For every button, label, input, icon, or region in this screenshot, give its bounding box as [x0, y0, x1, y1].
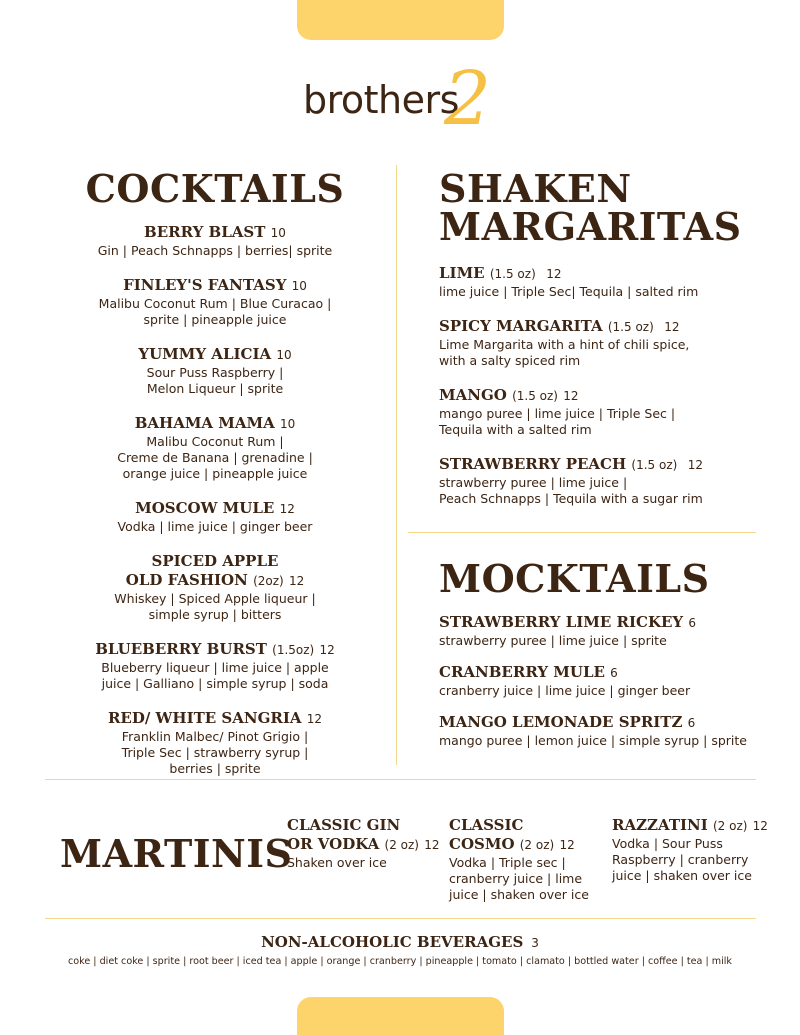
margaritas-heading-line2: MARGARITAS: [439, 204, 742, 249]
item-desc: Shaken over ice: [287, 855, 387, 870]
item-size: (1.5 oz): [631, 458, 678, 472]
menu-item: [439, 713, 769, 749]
item-name: CLASSIC GIN: [287, 816, 401, 834]
item-price: 12: [319, 643, 335, 657]
item-size: (1.5 oz): [489, 267, 536, 281]
non-alcoholic-title: NON-ALCOHOLIC BEVERAGES: [261, 933, 524, 951]
menu-item: [45, 640, 385, 692]
item-name: LIME: [439, 264, 485, 282]
top-tab-decoration: [297, 0, 504, 40]
item-name: RAZZATINI: [612, 816, 708, 834]
item-price: 10: [291, 279, 307, 293]
item-desc: Melon Liqueur | sprite: [146, 381, 284, 396]
menu-item: [439, 613, 769, 649]
item-name: BAHAMA MAMA: [134, 414, 275, 432]
item-price: 12: [559, 838, 575, 852]
item-size: (2oz): [253, 574, 284, 588]
item-name: RED/ WHITE SANGRIA: [107, 709, 302, 727]
section-divider: [45, 918, 756, 919]
item-name: MOSCOW MULE: [135, 499, 275, 517]
menu-item: [612, 816, 772, 884]
item-desc: Sour Puss Raspberry |: [146, 365, 284, 380]
item-desc: mango puree | lemon juice | simple syrup | sprite: [439, 733, 747, 748]
item-name: YUMMY ALICIA: [138, 345, 272, 363]
item-desc: Peach Schnapps | Tequila with a sugar rim: [439, 491, 703, 506]
item-price: 12: [288, 574, 305, 588]
item-desc: juice | shaken over ice: [612, 868, 752, 883]
column-divider: [396, 165, 397, 765]
menu-item: [45, 414, 385, 482]
item-desc: Malibu Coconut Rum | Blue Curacao |: [98, 296, 332, 311]
mocktails-heading: MOCKTAILS: [439, 556, 710, 601]
item-price: 6: [688, 616, 697, 630]
item-price: 12: [424, 838, 440, 852]
item-name: CLASSIC: [449, 816, 524, 834]
item-price: 12: [752, 819, 768, 833]
brand-logo: [300, 56, 510, 142]
item-name: MANGO: [439, 386, 507, 404]
item-size: (1.5oz): [272, 643, 315, 657]
item-price: 12: [306, 712, 323, 726]
item-desc: berries | sprite: [169, 761, 261, 776]
menu-item: [439, 386, 769, 438]
menu-item: [439, 317, 769, 369]
item-desc: with a salty spiced rim: [439, 353, 581, 368]
item-price: 10: [276, 348, 292, 362]
item-size: (2 oz): [384, 838, 419, 852]
item-desc: Creme de Banana | grenadine |: [117, 450, 313, 465]
menu-item: [439, 663, 769, 699]
non-alcoholic-list: coke | diet coke | sprite | root beer | iced tea | apple | orange | cranberry | pineapple | tomato | clamato | bottled water | coffee | tea | milk: [68, 956, 732, 967]
section-divider: [45, 779, 756, 780]
item-desc: Vodka | lime juice | ginger beer: [117, 519, 313, 534]
item-desc: Raspberry | cranberry: [612, 852, 749, 867]
menu-item: [45, 223, 385, 259]
item-price: 12: [546, 267, 562, 281]
item-desc: Triple Sec | strawberry syrup |: [121, 745, 309, 760]
menu-item: [439, 455, 769, 507]
menu-item: [45, 276, 385, 328]
menu-item: [45, 709, 385, 777]
non-alcoholic-price: 3: [531, 936, 539, 950]
item-desc: juice | Galliano | simple syrup | soda: [101, 676, 329, 691]
menu-item: [45, 499, 385, 535]
margaritas-section: [439, 166, 769, 524]
menu-item: [45, 345, 385, 397]
item-name: MANGO LEMONADE SPRITZ: [439, 713, 683, 731]
item-desc: Franklin Malbec/ Pinot Grigio |: [121, 729, 309, 744]
item-desc: Lime Margarita with a hint of chili spice,: [439, 337, 690, 352]
menu-item: [45, 552, 385, 623]
item-name-line2: OLD FASHION: [125, 571, 248, 589]
item-name: BLUEBERRY BURST: [95, 640, 267, 658]
section-divider: [408, 532, 756, 533]
margaritas-heading-line1: SHAKEN: [439, 166, 632, 211]
item-price: 10: [280, 417, 296, 431]
menu-item: [449, 816, 609, 903]
menu-item: [439, 264, 769, 300]
bottom-tab-decoration: [297, 997, 504, 1035]
item-desc: Whiskey | Spiced Apple liqueur |: [114, 591, 316, 606]
item-desc: Blueberry liqueur | lime juice | apple: [101, 660, 329, 675]
item-desc: Gin | Peach Schnapps | berries| sprite: [97, 243, 333, 258]
item-size: (1.5 oz): [512, 389, 558, 403]
item-name: FINLEY'S FANTASY: [123, 276, 287, 294]
non-alcoholic-section: [0, 933, 800, 967]
item-price: 10: [270, 226, 286, 240]
item-desc: cranberry juice | lime juice | ginger beer: [439, 683, 691, 698]
item-desc: strawberry puree | lime juice | sprite: [439, 633, 667, 648]
item-price: 12: [687, 458, 704, 472]
item-desc: Malibu Coconut Rum |: [146, 434, 284, 449]
margaritas-heading: [439, 166, 769, 249]
item-desc: orange juice | pineapple juice: [122, 466, 308, 481]
item-desc: strawberry puree | lime juice |: [439, 475, 628, 490]
mocktails-section: [439, 556, 769, 763]
item-desc: mango puree | lime juice | Triple Sec |: [439, 406, 676, 421]
menu-item: [287, 816, 442, 871]
item-name: SPICY MARGARITA: [439, 317, 603, 335]
item-desc: Vodka | Triple sec |: [449, 855, 566, 870]
item-name: STRAWBERRY LIME RICKEY: [439, 613, 684, 631]
item-desc: Vodka | Sour Puss: [612, 836, 723, 851]
item-size: (1.5 oz): [607, 320, 654, 334]
martinis-heading: MARTINIS: [60, 831, 293, 876]
item-name: SPICED APPLE: [151, 552, 279, 570]
item-desc: cranberry juice | lime: [449, 871, 583, 886]
logo-word: brothers: [303, 78, 459, 122]
item-desc: sprite | pineapple juice: [143, 312, 287, 327]
item-name: CRANBERRY MULE: [439, 663, 605, 681]
cocktails-section: [45, 166, 385, 794]
item-desc: juice | shaken over ice: [449, 887, 589, 902]
logo-number: 2: [444, 56, 492, 142]
item-price: 12: [664, 320, 680, 334]
cocktails-heading: COCKTAILS: [85, 166, 345, 211]
item-name: BERRY BLAST: [144, 223, 266, 241]
item-desc: Tequila with a salted rim: [439, 422, 592, 437]
item-name-line2: OR VODKA: [287, 835, 380, 853]
item-desc: simple syrup | bitters: [148, 607, 282, 622]
item-name-line2: COSMO: [449, 835, 515, 853]
item-price: 6: [687, 716, 696, 730]
item-price: 6: [610, 666, 618, 680]
item-desc: lime juice | Triple Sec| Tequila | salted rim: [439, 284, 699, 299]
item-size: (2 oz): [519, 838, 555, 852]
item-size: (2 oz): [712, 819, 748, 833]
item-price: 12: [563, 389, 579, 403]
item-price: 12: [279, 502, 295, 516]
item-name: STRAWBERRY PEACH: [439, 455, 627, 473]
